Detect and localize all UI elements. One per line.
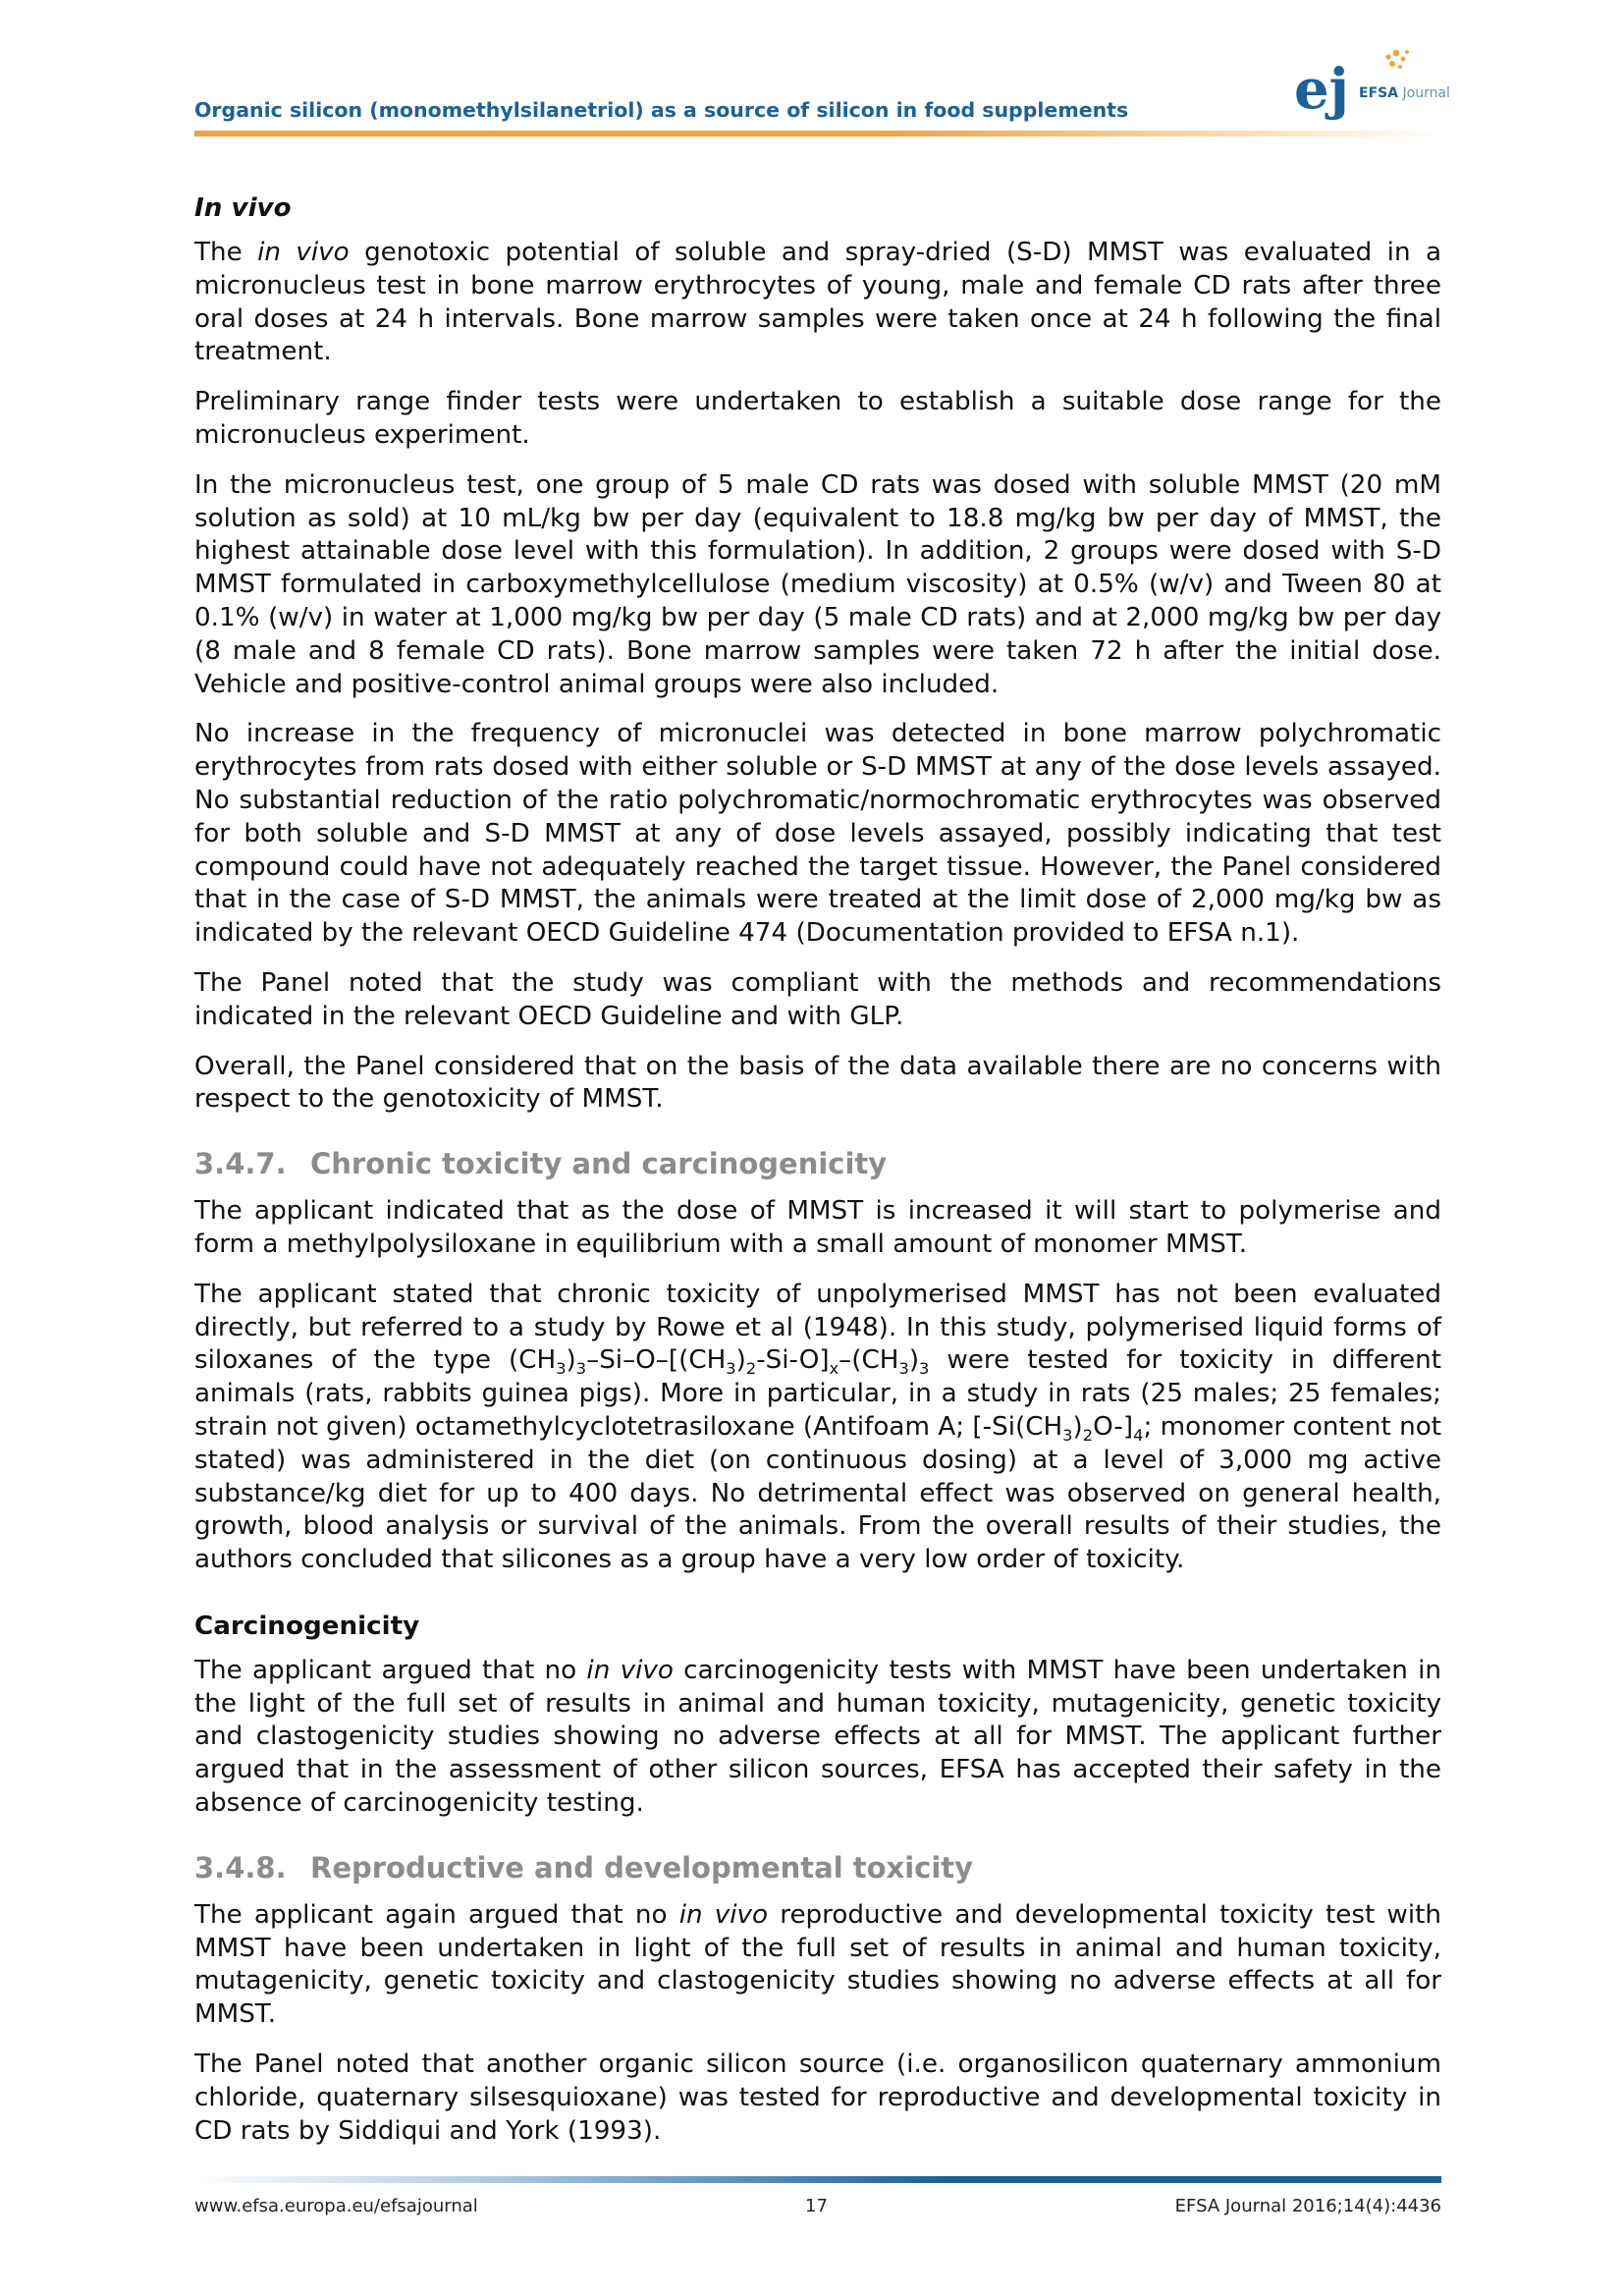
text-run: were tested for toxicity in different animals (rats, rabbits guinea pigs). More in particular, in a study in rats (25 males; 25 females; strain not given) octamethylcyclotetrasiloxane (Antifoam A; [-Si(CH	[194, 1345, 1441, 1442]
text-run: The applicant again argued that no	[194, 1899, 679, 1930]
text-run: The applicant argued that no	[194, 1655, 587, 1685]
paragraph	[194, 1655, 1441, 1821]
header-rule	[194, 131, 1441, 137]
subscript: 3	[726, 1359, 736, 1379]
text-run: -Si-O]	[756, 1345, 830, 1376]
text-run: )	[908, 1345, 920, 1376]
logo-word: Journal	[1402, 85, 1450, 101]
text-run: O-]	[1093, 1411, 1134, 1442]
italic-term: in vivo	[678, 1899, 769, 1930]
subscript: 2	[1082, 1426, 1094, 1446]
page-content	[194, 191, 1441, 2164]
italic-term: in vivo	[586, 1655, 674, 1685]
running-header-title: Organic silicon (monomethylsilanetriol) as a source of silicon in food supplements	[194, 98, 1129, 122]
section-heading-3-4-8	[194, 1850, 1441, 1886]
paragraph: The Panel noted that the study was compliant with the methods and recommendations indicated in the relevant OECD Guideline and with GLP.	[194, 967, 1441, 1031]
section-title: Reproductive and developmental toxicity	[310, 1850, 974, 1885]
italic-term: in vivo	[257, 238, 350, 267]
text-run: ; monomer content not stated) was administered in the diet (on continuous dosing) at a level of 3,000 mg active substance/kg diet for up to 400 days. No detrimental effect was observed on general health, growth, blood analysis or survival of the animals. From the overall results of their studies, the authors concluded that silicones as a group have a very low order of toxicity.	[194, 1411, 1441, 1575]
section-heading-3-4-7	[194, 1146, 1441, 1181]
subscript: x	[829, 1359, 839, 1379]
text-run: carcinogenicity tests with MMST have been undertaken in the light of the full set of results in animal and human toxicity, mutagenicity, genetic toxicity and clastogenicity studies showing no adverse effects at all for MMST. The applicant further argued that in the assessment of other silicon sources, EFSA has accepted their safety in the absence of carcinogenicity testing.	[194, 1655, 1441, 1819]
text-run: reproductive and developmental toxicity test with MMST have been undertaken in light of the full set of results in animal and human toxicity, mutagenicity, genetic toxicity and clastogenicity studies showing no adverse effects at all for MMST.	[194, 1899, 1441, 2030]
page-number: 17	[805, 2196, 828, 2216]
text-run: The applicant stated that chronic toxicity of unpolymerised MMST has not been evaluated directly, but referred to a study by Rowe et al (1948). In this study, polymerised liquid forms of siloxanes of the type (CH	[194, 1279, 1441, 1376]
subscript: 2	[745, 1359, 757, 1379]
text-run: –Si–O–[(CH	[586, 1345, 727, 1376]
logo-dots	[1385, 50, 1409, 69]
footer-citation: EFSA Journal 2016;14(4):4436	[1174, 2196, 1441, 2216]
subscript: 3	[919, 1359, 930, 1379]
text-run: –(CH	[839, 1345, 899, 1376]
text-run: The	[194, 238, 258, 267]
carcinogenicity-heading: Carcinogenicity	[194, 1611, 420, 1641]
subscript: 3	[1062, 1426, 1073, 1446]
section-number: 3.4.7.	[194, 1147, 287, 1181]
subscript: 3	[575, 1359, 587, 1379]
paragraph	[194, 237, 1441, 369]
text-run: )	[1072, 1411, 1083, 1442]
in-vivo-heading: In vivo	[194, 193, 292, 223]
footer-rule	[194, 2176, 1441, 2183]
efsa-journal-logo	[1294, 39, 1451, 128]
section-title: Chronic toxicity and carcinogenicity	[310, 1147, 888, 1181]
paragraph: Overall, the Panel considered that on the basis of the data available there are no concerns with respect to the genotoxicity of MMST.	[194, 1051, 1441, 1115]
subscript: 3	[556, 1359, 567, 1379]
text-run: )	[566, 1345, 576, 1376]
subscript: 3	[898, 1359, 909, 1379]
paragraph	[194, 1899, 1441, 2032]
section-number: 3.4.8.	[194, 1850, 287, 1885]
paragraph: The applicant indicated that as the dose of MMST is increased it will start to polymerise and form a methylpolysiloxane in equilibrium with a small amount of monomer MMST.	[194, 1196, 1441, 1259]
logo-brand: EFSA	[1359, 85, 1399, 101]
paragraph: Preliminary range finder tests were undertaken to establish a suitable dose range for the micronucleus experiment.	[194, 387, 1441, 450]
logo-glyph: ej	[1294, 57, 1349, 122]
text-run: genotoxic potential of soluble and spray-dried (S-D) MMST was evaluated in a micronucleus test in bone marrow erythrocytes of young, male and female CD rats after three oral doses at 24 h intervals. Bone marrow samples were taken once at 24 h following the final treatment.	[194, 238, 1441, 367]
paragraph: The Panel noted that another organic silicon source (i.e. organosilicon quaternary ammonium chloride, quaternary silsesquioxane) was tested for reproductive and developmental toxicity in CD rats by Siddiqui and York (1993).	[194, 2050, 1441, 2146]
paragraph: In the micronucleus test, one group of 5 male CD rats was dosed with soluble MMST (20 mM solution as sold) at 10 mL/kg bw per day (equivalent to 18.8 mg/kg bw per day of MMST, the highest attainable dose level with this formulation). In addition, 2 groups were dosed with S-D MMST formulated in carboxymethylcellulose (medium viscosity) at 0.5% (w/v) and Tween 80 at 0.1% (w/v) in water at 1,000 mg/kg bw per day (5 male CD rats) and at 2,000 mg/kg bw per day (8 male and 8 female CD rats). Bone marrow samples were taken 72 h after the initial dose. Vehicle and positive-control animal groups were also included.	[194, 469, 1441, 699]
footer-url[interactable]: www.efsa.europa.eu/efsajournal	[194, 2196, 478, 2216]
text-run: )	[735, 1345, 746, 1376]
paragraph	[194, 1279, 1441, 1577]
subscript: 4	[1133, 1426, 1144, 1446]
paragraph: No increase in the frequency of micronuclei was detected in bone marrow polychromatic erythrocytes from rats dosed with either soluble or S-D MMST at any of the dose levels assayed. No substantial reduction of the ratio polychromatic/normochromatic erythrocytes was observed for both soluble and S-D MMST at any of dose levels assayed, possibly indicating that test compound could have not adequately reached the target tissue. However, the Panel considered that in the case of S-D MMST, the animals were treated at the limit dose of 2,000 mg/kg bw as indicated by the relevant OECD Guideline 474 (Documentation provided to EFSA n.1).	[194, 719, 1441, 949]
logo-wordmark	[1359, 85, 1450, 101]
